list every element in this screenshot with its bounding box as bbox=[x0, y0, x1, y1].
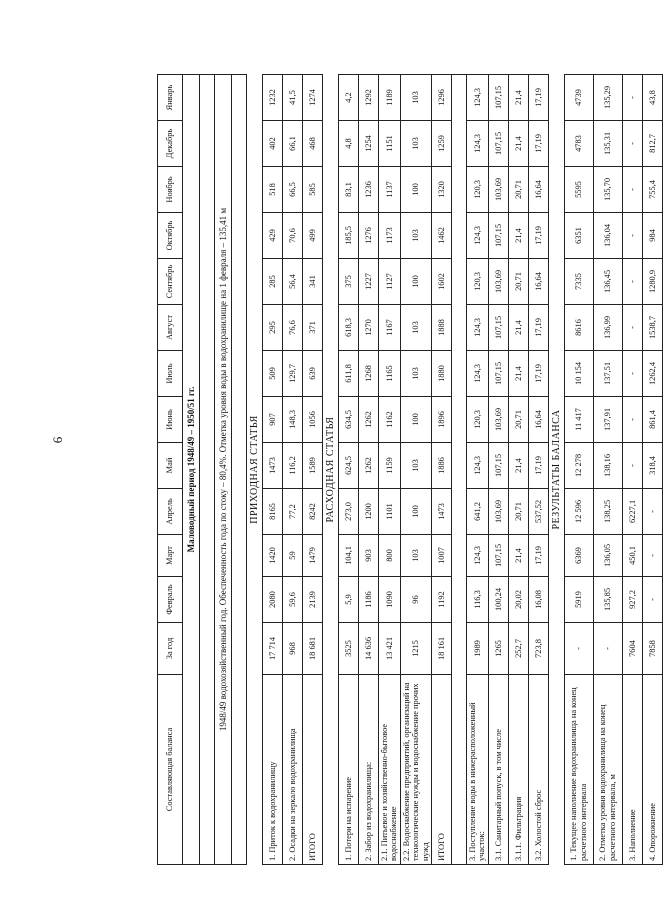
value-cell: 984 bbox=[642, 213, 662, 259]
value-cell: 103,69 bbox=[488, 397, 508, 443]
page-number: 6 bbox=[50, 436, 65, 444]
value-cell: 17,19 bbox=[528, 213, 548, 259]
value-cell: 135,31 bbox=[593, 121, 622, 167]
value-cell: 1056 bbox=[303, 397, 323, 443]
value-cell: 1186 bbox=[359, 577, 379, 623]
column-header: Февраль bbox=[158, 577, 183, 623]
value-cell: 103,69 bbox=[488, 259, 508, 305]
value-cell: 1538,7 bbox=[642, 305, 662, 351]
value-cell: 1479 bbox=[303, 535, 323, 577]
value-cell: 16,08 bbox=[528, 577, 548, 623]
value-cell: 124,3 bbox=[467, 305, 489, 351]
row-label: 2.1. Питьевое и хозяйственно-бытовое водоснабжение bbox=[379, 675, 401, 865]
column-header: Июнь bbox=[158, 397, 183, 443]
water-balance-table bbox=[157, 74, 663, 865]
value-cell: 41,5 bbox=[283, 75, 303, 121]
value-cell: 723,8 bbox=[528, 623, 548, 675]
value-cell: 136,04 bbox=[593, 213, 622, 259]
header-row bbox=[158, 75, 183, 865]
table-row bbox=[593, 75, 622, 865]
value-cell: 124,3 bbox=[467, 443, 489, 489]
row-label: 1. Приток к водохранилищу bbox=[263, 675, 283, 865]
value-cell: 5919 bbox=[564, 577, 593, 623]
value-cell: - bbox=[622, 213, 642, 259]
section-title: ПРИХОДНАЯ СТАТЬЯ bbox=[247, 75, 263, 865]
value-cell: 148,3 bbox=[283, 397, 303, 443]
value-cell: 927,2 bbox=[622, 577, 642, 623]
value-cell: - bbox=[622, 75, 642, 121]
value-cell: 402 bbox=[263, 121, 283, 167]
row-label: 2. Осадки на зеркало водохранилища bbox=[283, 675, 303, 865]
value-cell: 1276 bbox=[359, 213, 379, 259]
section-title-row bbox=[247, 75, 263, 865]
value-cell: 6369 bbox=[564, 535, 593, 577]
value-cell: 450,1 bbox=[622, 535, 642, 577]
value-cell: 907 bbox=[263, 397, 283, 443]
column-header: Июль bbox=[158, 351, 183, 397]
value-cell: 137,91 bbox=[593, 397, 622, 443]
value-cell: 1420 bbox=[263, 535, 283, 577]
spacer-cell bbox=[232, 75, 247, 865]
value-cell: 1127 bbox=[379, 259, 401, 305]
value-cell: 103 bbox=[400, 535, 431, 577]
value-cell: 103 bbox=[400, 213, 431, 259]
value-cell: - bbox=[642, 577, 662, 623]
table-row bbox=[339, 75, 359, 865]
table-row bbox=[303, 75, 323, 865]
balance-table-container bbox=[157, 75, 657, 865]
value-cell: 509 bbox=[263, 351, 283, 397]
value-cell: 1007 bbox=[432, 535, 452, 577]
value-cell: 77,2 bbox=[283, 489, 303, 535]
value-cell: 103 bbox=[400, 75, 431, 121]
value-cell: 7335 bbox=[564, 259, 593, 305]
value-cell: 1888 bbox=[432, 305, 452, 351]
value-cell: 1274 bbox=[303, 75, 323, 121]
value-cell: 8242 bbox=[303, 489, 323, 535]
value-cell: 1254 bbox=[359, 121, 379, 167]
value-cell: 1189 bbox=[379, 75, 401, 121]
value-cell: 107,15 bbox=[488, 351, 508, 397]
table-row bbox=[467, 75, 489, 865]
value-cell: 107,15 bbox=[488, 121, 508, 167]
value-cell: - bbox=[593, 623, 622, 675]
value-cell: 120,3 bbox=[467, 259, 489, 305]
value-cell: 3525 bbox=[339, 623, 359, 675]
value-cell: 468 bbox=[303, 121, 323, 167]
value-cell: 185,5 bbox=[339, 213, 359, 259]
value-cell: - bbox=[622, 167, 642, 213]
table-row bbox=[359, 75, 379, 865]
value-cell: 968 bbox=[283, 623, 303, 675]
row-label: 2. Забор из водохранилища: bbox=[359, 675, 379, 865]
value-cell: 1090 bbox=[379, 577, 401, 623]
value-cell: 138,16 bbox=[593, 443, 622, 489]
row-label: 1. Потери на испарение bbox=[339, 675, 359, 865]
value-cell: 137,51 bbox=[593, 351, 622, 397]
value-cell: 136,99 bbox=[593, 305, 622, 351]
value-cell: 18 161 bbox=[432, 623, 452, 675]
value-cell: 103 bbox=[400, 443, 431, 489]
value-cell: 20,71 bbox=[508, 397, 528, 443]
value-cell: 1473 bbox=[263, 443, 283, 489]
value-cell: 136,45 bbox=[593, 259, 622, 305]
value-cell: 100 bbox=[400, 259, 431, 305]
value-cell: 21,4 bbox=[508, 535, 528, 577]
value-cell: 138,25 bbox=[593, 489, 622, 535]
value-cell: 21,4 bbox=[508, 75, 528, 121]
value-cell: - bbox=[622, 397, 642, 443]
value-cell: 8616 bbox=[564, 305, 593, 351]
value-cell: - bbox=[622, 443, 642, 489]
spacer-cell bbox=[200, 75, 215, 865]
value-cell: 21,4 bbox=[508, 213, 528, 259]
value-cell: 4,8 bbox=[339, 121, 359, 167]
value-cell: 341 bbox=[303, 259, 323, 305]
value-cell: 124,3 bbox=[467, 75, 489, 121]
table-body bbox=[183, 75, 663, 865]
value-cell: 100 bbox=[400, 167, 431, 213]
row-label: 3. Наполнение bbox=[622, 675, 642, 865]
value-cell: 76,6 bbox=[283, 305, 303, 351]
value-cell: - bbox=[642, 489, 662, 535]
value-cell: 135,85 bbox=[593, 577, 622, 623]
value-cell: 1236 bbox=[359, 167, 379, 213]
value-cell: 103,69 bbox=[488, 167, 508, 213]
period-title-row bbox=[183, 75, 200, 865]
column-header: Октябрь bbox=[158, 213, 183, 259]
value-cell: 2080 bbox=[263, 577, 283, 623]
value-cell: 18 681 bbox=[303, 623, 323, 675]
value-cell: 1215 bbox=[400, 623, 431, 675]
value-cell: 83,1 bbox=[339, 167, 359, 213]
value-cell: 4783 bbox=[564, 121, 593, 167]
value-cell: - bbox=[622, 259, 642, 305]
value-cell: 6351 bbox=[564, 213, 593, 259]
value-cell: 21,4 bbox=[508, 121, 528, 167]
spacer-row bbox=[232, 75, 247, 865]
value-cell: 21,4 bbox=[508, 351, 528, 397]
column-header: Август bbox=[158, 305, 183, 351]
table-row bbox=[432, 75, 452, 865]
value-cell: 1262,4 bbox=[642, 351, 662, 397]
table-row bbox=[528, 75, 548, 865]
value-cell: 124,3 bbox=[467, 213, 489, 259]
value-cell: 518 bbox=[263, 167, 283, 213]
value-cell: 800 bbox=[379, 535, 401, 577]
value-cell: 8165 bbox=[263, 489, 283, 535]
table-row bbox=[488, 75, 508, 865]
value-cell: 273,0 bbox=[339, 489, 359, 535]
section-title-row bbox=[323, 75, 339, 865]
value-cell: 124,3 bbox=[467, 121, 489, 167]
value-cell: 17,19 bbox=[528, 351, 548, 397]
value-cell: 16,64 bbox=[528, 167, 548, 213]
table-row bbox=[508, 75, 528, 865]
value-cell: 1259 bbox=[432, 121, 452, 167]
value-cell: 100,24 bbox=[488, 577, 508, 623]
value-cell: 70,6 bbox=[283, 213, 303, 259]
value-cell: 1589 bbox=[303, 443, 323, 489]
value-cell: 1886 bbox=[432, 443, 452, 489]
column-header: Январь bbox=[158, 75, 183, 121]
table-row bbox=[564, 75, 593, 865]
value-cell: 107,15 bbox=[488, 213, 508, 259]
value-cell: 17,19 bbox=[528, 75, 548, 121]
value-cell: 59,6 bbox=[283, 577, 303, 623]
table-row bbox=[642, 75, 662, 865]
value-cell: 639 bbox=[303, 351, 323, 397]
value-cell: 20,02 bbox=[508, 577, 528, 623]
value-cell: 107,15 bbox=[488, 535, 508, 577]
value-cell: 17,19 bbox=[528, 305, 548, 351]
value-cell: 103 bbox=[400, 305, 431, 351]
value-cell: 1262 bbox=[359, 443, 379, 489]
value-cell: - bbox=[622, 305, 642, 351]
section-title: РАСХОДНАЯ СТАТЬЯ bbox=[323, 75, 339, 865]
value-cell: 1265 bbox=[488, 623, 508, 675]
column-header: За год bbox=[158, 623, 183, 675]
value-cell: 1268 bbox=[359, 351, 379, 397]
value-cell: 136,05 bbox=[593, 535, 622, 577]
value-cell: 641,2 bbox=[467, 489, 489, 535]
value-cell: 13 421 bbox=[379, 623, 401, 675]
table-row bbox=[263, 75, 283, 865]
value-cell: 611,8 bbox=[339, 351, 359, 397]
value-cell: 17 714 bbox=[263, 623, 283, 675]
value-cell: 103,69 bbox=[488, 489, 508, 535]
value-cell: 1227 bbox=[359, 259, 379, 305]
value-cell: 375 bbox=[339, 259, 359, 305]
value-cell: 1167 bbox=[379, 305, 401, 351]
value-cell: 135,70 bbox=[593, 167, 622, 213]
value-cell: 43,8 bbox=[642, 75, 662, 121]
row-label: ИТОГО bbox=[303, 675, 323, 865]
value-cell: 1165 bbox=[379, 351, 401, 397]
section-title-row bbox=[548, 75, 564, 865]
value-cell: 56,4 bbox=[283, 259, 303, 305]
row-label: 4. Опорожнение bbox=[642, 675, 662, 865]
value-cell: 66,5 bbox=[283, 167, 303, 213]
value-cell: 1232 bbox=[263, 75, 283, 121]
row-label: 3. Поступление воды в нижерасположенный участок: bbox=[467, 675, 489, 865]
value-cell: 96 bbox=[400, 577, 431, 623]
value-cell: 12 278 bbox=[564, 443, 593, 489]
row-label: 2. Отметка уровня водохранилища на конец расчетного интервала, м bbox=[593, 675, 622, 865]
value-cell: 1292 bbox=[359, 75, 379, 121]
row-label: 1. Текущее наполнение водохранилища на конец расчетного интервала bbox=[564, 675, 593, 865]
value-cell: 59 bbox=[283, 535, 303, 577]
table-row bbox=[622, 75, 642, 865]
value-cell: 624,5 bbox=[339, 443, 359, 489]
value-cell: 103 bbox=[400, 351, 431, 397]
value-cell: 1137 bbox=[379, 167, 401, 213]
value-cell: 14 636 bbox=[359, 623, 379, 675]
row-label: 2.2. Водоснабжение предприятий, организаций на технологические нужды и водоснабжение прочих нужд bbox=[400, 675, 431, 865]
value-cell: 107,15 bbox=[488, 75, 508, 121]
value-cell: - bbox=[622, 121, 642, 167]
value-cell: 1159 bbox=[379, 443, 401, 489]
value-cell: - bbox=[564, 623, 593, 675]
value-cell: 1880 bbox=[432, 351, 452, 397]
value-cell: 17,19 bbox=[528, 443, 548, 489]
column-header: Составляющая баланса bbox=[158, 675, 183, 865]
value-cell: 285 bbox=[263, 259, 283, 305]
spacer-row bbox=[452, 75, 467, 865]
value-cell: 16,64 bbox=[528, 397, 548, 443]
value-cell: 371 bbox=[303, 305, 323, 351]
value-cell: 5595 bbox=[564, 167, 593, 213]
value-cell: 295 bbox=[263, 305, 283, 351]
value-cell: 634,5 bbox=[339, 397, 359, 443]
value-cell: 11 417 bbox=[564, 397, 593, 443]
value-cell: - bbox=[642, 535, 662, 577]
value-cell: 318,4 bbox=[642, 443, 662, 489]
value-cell: 252,7 bbox=[508, 623, 528, 675]
period-title: Маловодный период 1948/49 – 1950/51 гг. bbox=[183, 75, 200, 865]
value-cell: 124,3 bbox=[467, 535, 489, 577]
value-cell: 1280,9 bbox=[642, 259, 662, 305]
column-header: Апрель bbox=[158, 489, 183, 535]
value-cell: 1192 bbox=[432, 577, 452, 623]
value-cell: 16,64 bbox=[528, 259, 548, 305]
value-cell: 17,19 bbox=[528, 121, 548, 167]
value-cell: 7604 bbox=[622, 623, 642, 675]
value-cell: 100 bbox=[400, 489, 431, 535]
value-cell: 129,7 bbox=[283, 351, 303, 397]
spacer-row bbox=[200, 75, 215, 865]
value-cell: 7858 bbox=[642, 623, 662, 675]
table-row bbox=[400, 75, 431, 865]
value-cell: 100 bbox=[400, 397, 431, 443]
value-cell: 103 bbox=[400, 121, 431, 167]
value-cell: - bbox=[622, 351, 642, 397]
value-cell: 1989 bbox=[467, 623, 489, 675]
table-row bbox=[283, 75, 303, 865]
value-cell: 499 bbox=[303, 213, 323, 259]
value-cell: 17,19 bbox=[528, 535, 548, 577]
value-cell: 10 154 bbox=[564, 351, 593, 397]
value-cell: 21,4 bbox=[508, 443, 528, 489]
value-cell: 1896 bbox=[432, 397, 452, 443]
value-cell: 20,71 bbox=[508, 489, 528, 535]
value-cell: 20,71 bbox=[508, 167, 528, 213]
value-cell: 135,29 bbox=[593, 75, 622, 121]
value-cell: 4,2 bbox=[339, 75, 359, 121]
value-cell: 812,7 bbox=[642, 121, 662, 167]
value-cell: 1162 bbox=[379, 397, 401, 443]
value-cell: 585 bbox=[303, 167, 323, 213]
value-cell: 903 bbox=[359, 535, 379, 577]
row-label: 3.1.1. Фильтрация bbox=[508, 675, 528, 865]
value-cell: 124,3 bbox=[467, 351, 489, 397]
row-label: 3.2. Холостой сброс bbox=[528, 675, 548, 865]
value-cell: 1473 bbox=[432, 489, 452, 535]
value-cell: 1262 bbox=[359, 397, 379, 443]
value-cell: 1173 bbox=[379, 213, 401, 259]
value-cell: 5,9 bbox=[339, 577, 359, 623]
value-cell: 12 596 bbox=[564, 489, 593, 535]
year-note: 1948/49 водохозяйственный год. Обеспеченность года по стоку – 80,4%. Отметка уровня воды в водохранилище на 1 февраля – 135,41 м bbox=[215, 75, 232, 865]
spacer-cell bbox=[452, 75, 467, 865]
value-cell: 1270 bbox=[359, 305, 379, 351]
value-cell: 66,1 bbox=[283, 121, 303, 167]
column-header: Сентябрь bbox=[158, 259, 183, 305]
value-cell: 1200 bbox=[359, 489, 379, 535]
column-header: Март bbox=[158, 535, 183, 577]
value-cell: 1296 bbox=[432, 75, 452, 121]
value-cell: 861,4 bbox=[642, 397, 662, 443]
value-cell: 104,1 bbox=[339, 535, 359, 577]
value-cell: 1602 bbox=[432, 259, 452, 305]
value-cell: 6227,1 bbox=[622, 489, 642, 535]
section-title: РЕЗУЛЬТАТЫ БАЛАНСА bbox=[548, 75, 564, 865]
value-cell: 2139 bbox=[303, 577, 323, 623]
value-cell: 755,4 bbox=[642, 167, 662, 213]
column-header: Декабрь bbox=[158, 121, 183, 167]
value-cell: 1320 bbox=[432, 167, 452, 213]
value-cell: 116,2 bbox=[283, 443, 303, 489]
row-label: 3.1. Санитарный попуск, в том числе bbox=[488, 675, 508, 865]
value-cell: 4739 bbox=[564, 75, 593, 121]
value-cell: 21,4 bbox=[508, 305, 528, 351]
column-header: Май bbox=[158, 443, 183, 489]
value-cell: 120,3 bbox=[467, 167, 489, 213]
table-row bbox=[379, 75, 401, 865]
value-cell: 537,52 bbox=[528, 489, 548, 535]
note-row bbox=[215, 75, 232, 865]
value-cell: 1151 bbox=[379, 121, 401, 167]
value-cell: 1462 bbox=[432, 213, 452, 259]
value-cell: 107,15 bbox=[488, 305, 508, 351]
row-label: ИТОГО bbox=[432, 675, 452, 865]
value-cell: 116,3 bbox=[467, 577, 489, 623]
value-cell: 20,71 bbox=[508, 259, 528, 305]
value-cell: 429 bbox=[263, 213, 283, 259]
column-header: Ноябрь bbox=[158, 167, 183, 213]
value-cell: 107,15 bbox=[488, 443, 508, 489]
value-cell: 120,3 bbox=[467, 397, 489, 443]
value-cell: 618,3 bbox=[339, 305, 359, 351]
value-cell: 1101 bbox=[379, 489, 401, 535]
